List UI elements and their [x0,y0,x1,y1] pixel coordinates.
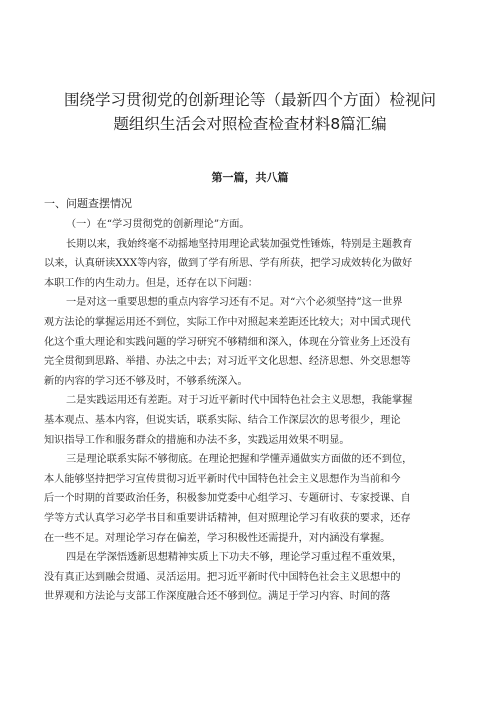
body-line: 完全贯彻到思路、举措、办法之中去；对习近平文化思想、经济思想、外交思想等 [44,356,411,368]
body-line: 世界观和方法论与支部工作深度融合还不够到位。满足于学习内容、时间的落 [44,591,391,603]
body-line: 化这个重大理论和实践问题的学习研究不够精细和深入，体现在分管业务上还没有 [44,336,411,348]
body-line: 三是理论联系实际不够彻底。在理论把握和学懂弄通做实方面做的还不到位， [66,454,413,466]
body-line: 学等方式认真学习必学书目和重要讲话精神，但对照理论学习有收获的要求，还存 [44,512,411,524]
body-line: 在一些不足。对理论学习存在偏差，学习积极性还需提升，对内涵没有掌握。 [44,532,391,544]
body-line: 以来，认真研读XXX等内容，做到了学有所思、学有所获，把学习成效转化为做好 [44,258,413,270]
body-line: 二是实践运用还有差距。对于习近平新时代中国特色社会主义思想，我能掌握 [66,395,413,407]
body-lines [44,235,456,607]
title-line-2: 题组织生活会对照检查检查材料8篇汇编 [113,115,387,133]
document-subtitle: 第一篇，共八篇 [211,171,289,184]
document-body [44,215,456,607]
body-line: 四是在学深悟透新思想精神实质上下功夫不够，理论学习重过程不重效果， [66,552,403,564]
body-line: 没有真正达到融会贯通、灵活运用。把习近平新时代中国特色社会主义思想中的 [44,571,401,583]
body-line: 知识指导工作和服务群众的措施和办法不多，实践运用效果不明显。 [44,434,350,446]
body-line: 本人能够坚持把学习宣传贯彻习近平新时代中国特色社会主义思想作为当前和今 [44,473,401,485]
section-heading: 一、问题查摆情况 [44,197,132,210]
body-line: 新的内容的学习还不够及时，不够系统深入。 [44,375,248,387]
body-line: 基本观点、基本内容，但说实话，联系实际、结合工作深层次的思考很少，理论 [44,414,401,426]
document-title [44,0,456,136]
subsection-heading: （一）在“学习贯彻党的创新理论”方面。 [66,219,250,230]
body-line: 后一个时期的首要政治任务，积极参加党委中心组学习、专题研讨、专家授课、自 [44,493,411,505]
body-line: 长期以来，我始终毫不动摇地坚持用理论武装加强党性锤炼，特别是主题教育 [66,238,413,250]
title-line-1: 围绕学习贯彻党的创新理论等（最新四个方面）检视问 [63,91,436,109]
body-line: 一是对这一重要思想的重点内容学习还有不足。对“六个必须坚持”这一世界 [66,297,403,309]
body-line: 本职工作的内生动力。但是，还存在以下问题： [44,277,258,289]
body-line: 观方法论的掌握运用还不到位，实际工作中对照起来差距还比较大；对中国式现代 [44,316,411,328]
